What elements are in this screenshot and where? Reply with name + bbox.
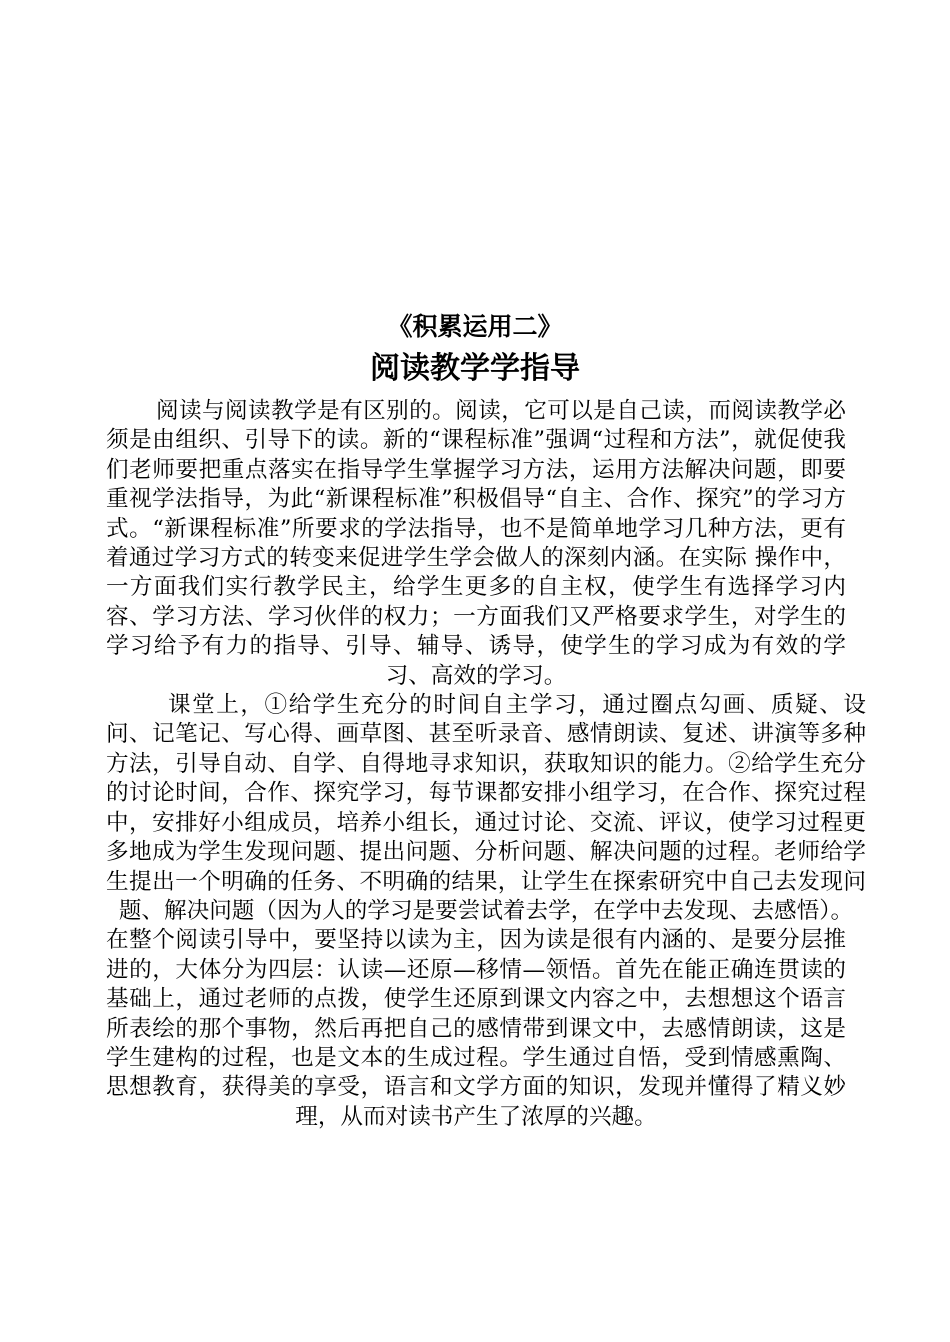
paragraph-reading-vs-teaching: 阅读与阅读教学是有区别的。阅读，它可以是自己读，而阅读教学必须是由组织、引导下的读。新的“课程标准”强调“过程和方法”，就促使我们老师要把重点落实在指导学生掌握学习方法，运用方法解决问题，即要重视学法指导，为此“新课程标准”积极倡导“自主、合作、探究”的学习方式。“新课程标准”所要求的学法指导，也不是简单地学习几种方法，更有着通过学习方式的转变来促进学生学会做人的深刻内涵。在实际 操作中，一方面我们实行教学民主，给学生更多的自主权，使学生有选择学习内容、学习方法、学习伙伴的权力；一方面我们又严格要求学生，对学生的学习给予有力的指导、引导、辅导、诱导，使学生的学习成为有效的学习、高效的学习。 (106, 398, 846, 689)
paragraph-reading-guidance: 在整个阅读引导中，要坚持以读为主，因为读是很有内涵的、是要分层推进的，大体分为四层：认读—还原—移情—领悟。首先在能正确连贯读的基础上，通过老师的点拨，使学生还原到课文内容之中，去想想这个语言所表绘的那个事物，然后再把自己的感情带到课文中，去感情朗读，这是学生建构的过程，也是文本的生成过程。学生通过自悟，受到情感熏陶、思想教育，获得美的享受，语言和文学方面的知识，发现并懂得了精义妙理，从而对读书产生了浓厚的兴趣。 (106, 927, 846, 1130)
document-subtitle: 《积累运用二》 (387, 312, 563, 341)
document-title: 阅读教学学指导 (370, 351, 580, 386)
document-body (106, 397, 866, 1132)
paragraph-classroom-methods: 课堂上，①给学生充分的时间自主学习，通过圈点勾画、质疑、设问、记笔记、写心得、画草图、甚至听录音、感情朗读、复述、讲演等多种方法，引导自动、自学、自得地寻求知识，获取知识的能力。②给学生充分的讨论时间，合作、探究学习，每节课都安排小组学习，在合作、探究过程中，安排好小组成员，培养小组长，通过讨论、交流、评议，使学习过程更多地成为学生发现问题、提出问题、分析问题、解决问题的过程。老师给学生提出一个明确的任务、不明确的结果，让学生在探索研究中自己去发现问题、解决问题（因为人的学习是要尝试着去学，在学中去发现、去感悟）。 (106, 692, 866, 924)
